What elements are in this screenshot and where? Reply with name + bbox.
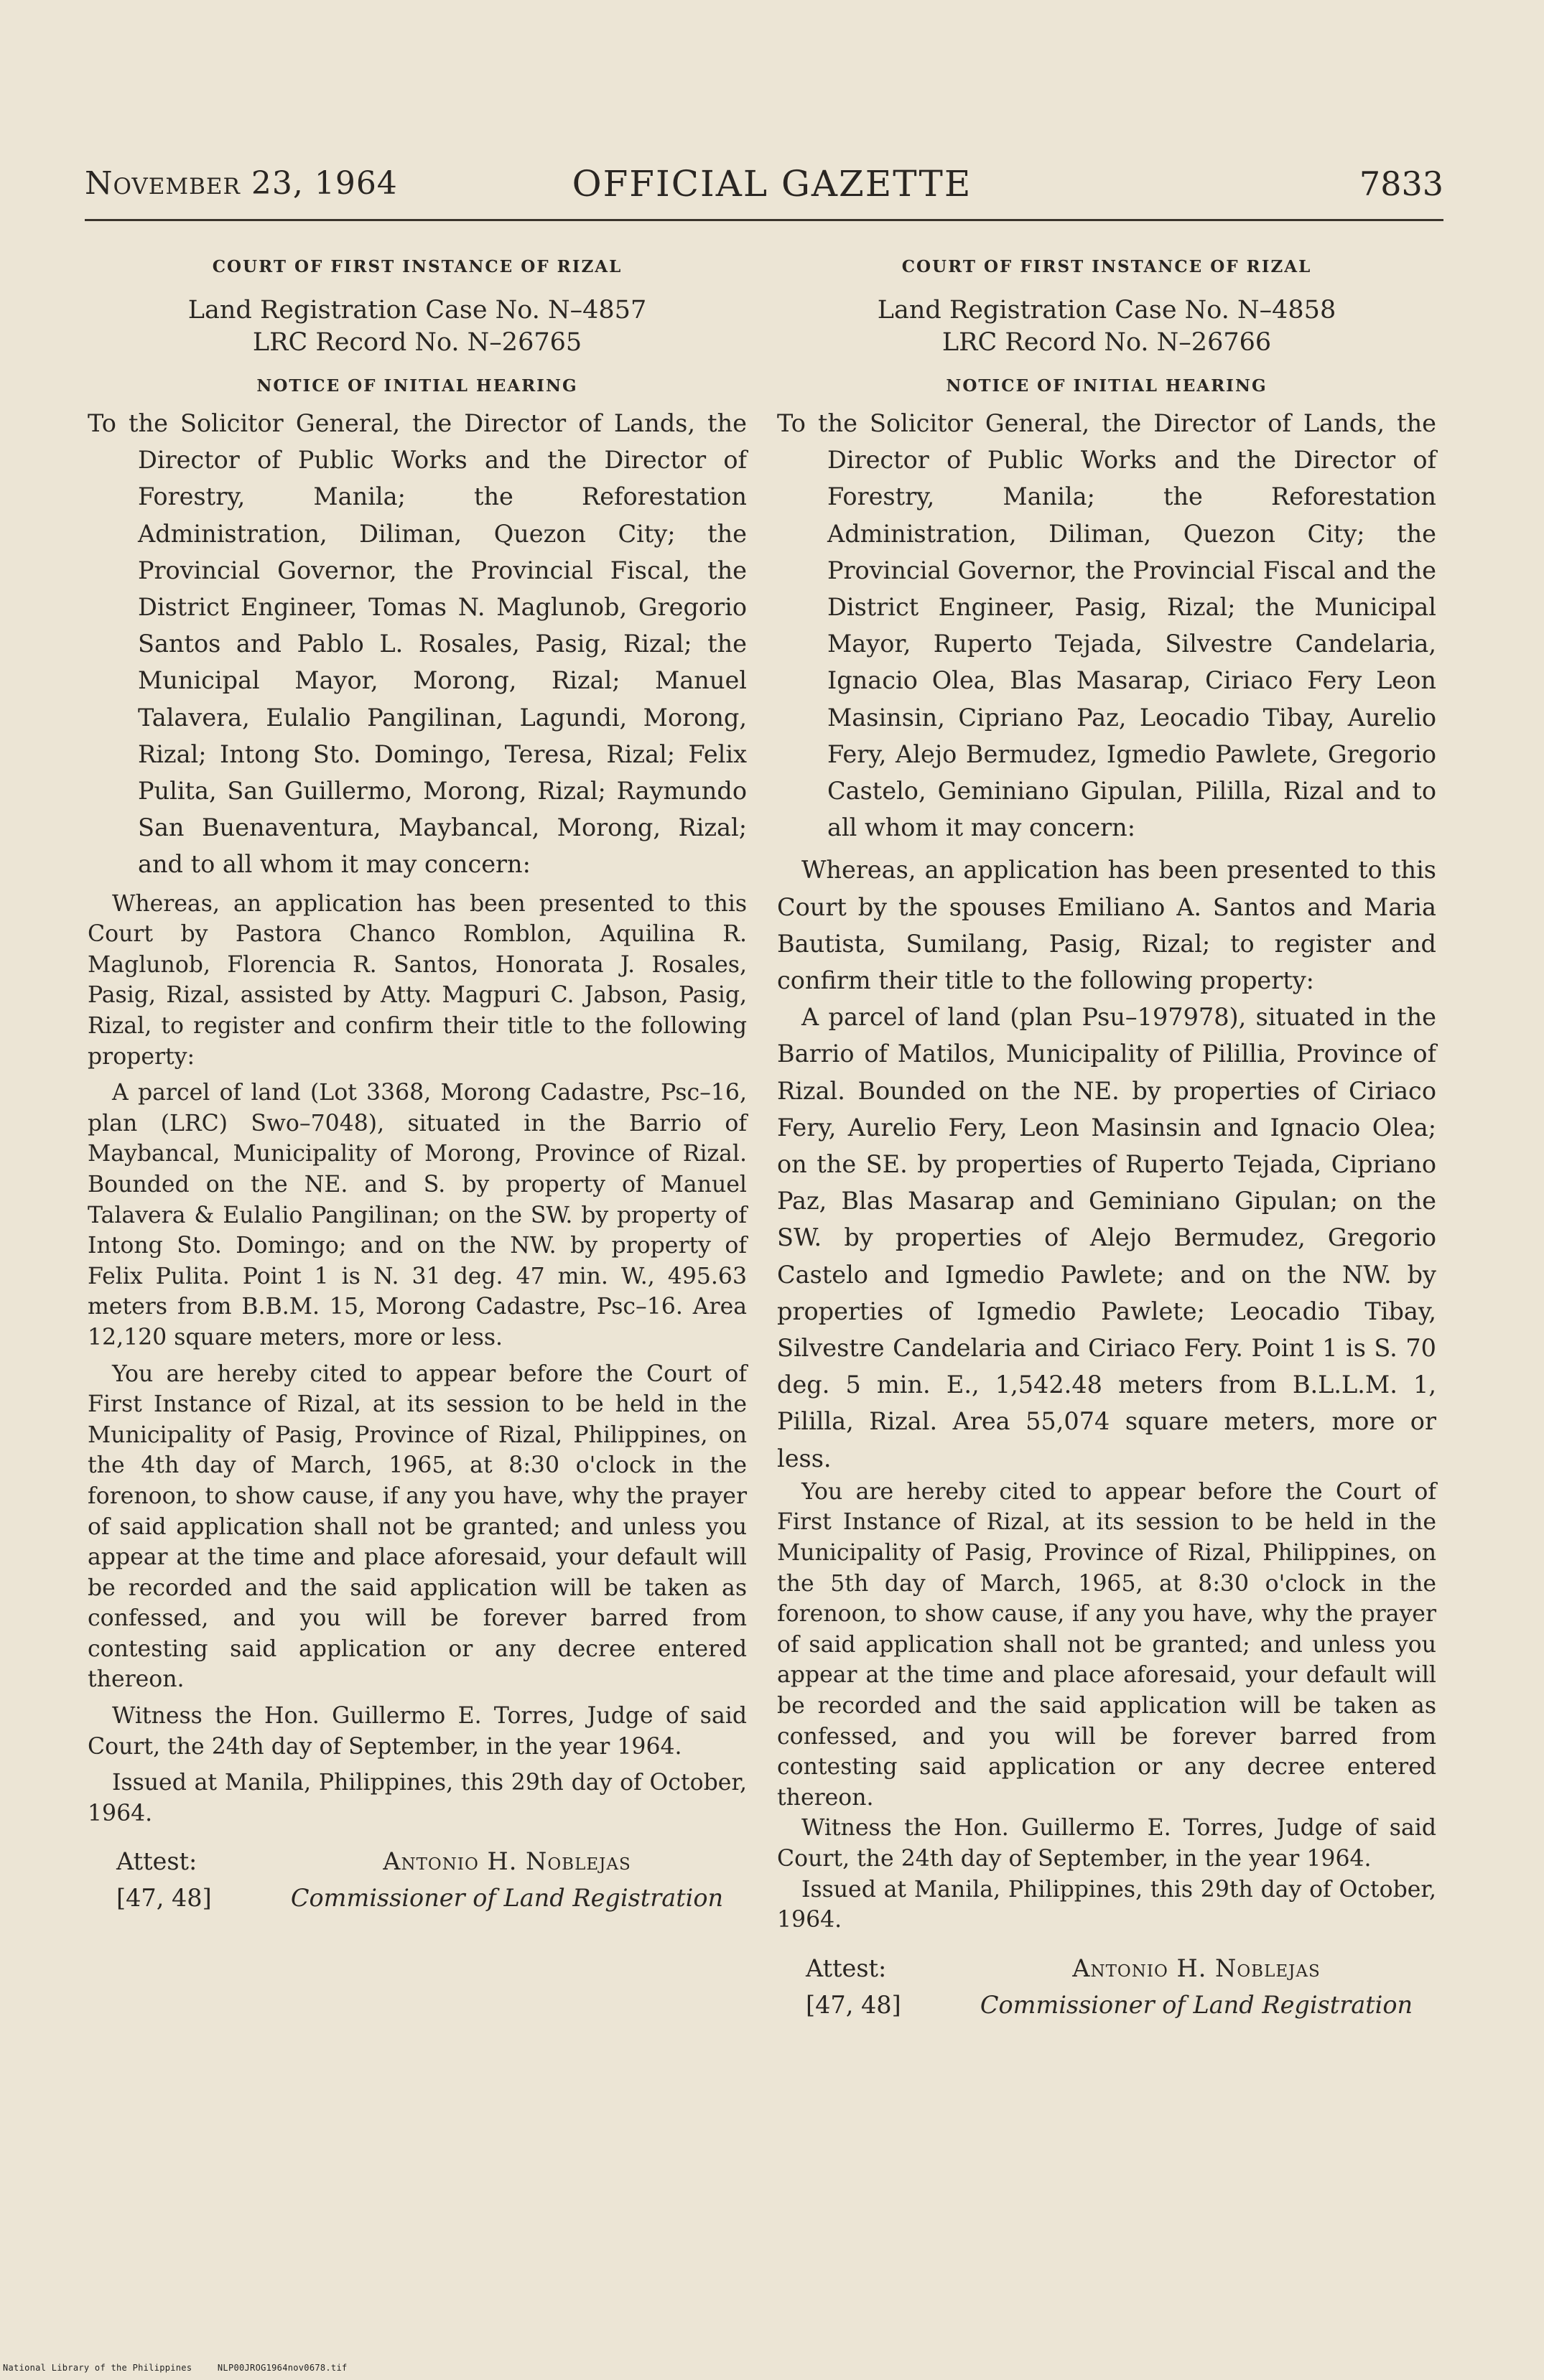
signer-name: Antonio H. Noblejas [383, 1847, 631, 1876]
scan-footer [3, 2363, 368, 2373]
signature-block [777, 1950, 1436, 2023]
header-rule [85, 219, 1443, 221]
record-number: LRC Record No. N–26766 [941, 328, 1272, 357]
header-date: November 23, 1964 [85, 165, 398, 202]
footer-file: NLP00JROG1964nov0678.tif [217, 2363, 348, 2373]
whereas-paragraph: Whereas, an application has been presented to this Court by Pastora Chanco Romblon, Aquilina R. Maglunob, Florencia R. Santos, Honorata J. Rosales, Pasig, Rizal, assisted by Atty. Magpuri C. Jabson, Pasig, Rizal, to register and confirm their title to the following property: [88, 890, 747, 1070]
case-number: Land Registration Case No. N–4858 [877, 296, 1336, 325]
cited-paragraph: You are hereby cited to appear before the Court of First Instance of Rizal, at its session to be held in the Municipality of Pasig, Province of Rizal, Philippines, on the 5th day of March, 1965, at 8:30 o'clock in the forenoon, to show cause, if any you have, why the prayer of said application shall not be granted; and unless you appear at the time and place aforesaid, your default will be recorded and the said application will be taken as confessed, and you will be forever barred from contesting said application or any decree entered thereon. [777, 1478, 1436, 1811]
header-title: OFFICIAL GAZETTE [572, 163, 972, 205]
issued-paragraph: Issued at Manila, Philippines, this 29th day of October, 1964. [777, 1876, 1436, 1933]
page-header [0, 0, 1544, 230]
witness-paragraph: Witness the Hon. Guillermo E. Torres, Judge of said Court, the 24th day of September, in the year 1964. [88, 1703, 747, 1760]
parcel-paragraph: A parcel of land (Lot 3368, Morong Cadastre, Psc–16, plan (LRC) Swo–7048), situated in the Barrio of Maybancal, Municipality of Morong, Province of Rizal. Bounded on the NE. and S. by property of Manuel Talavera & Eulalio Pangilinan; on the SW. by property of Intong Sto. Domingo; and on the NW. by property of Felix Pulita. Point 1 is N. 31 deg. 47 min. W., 495.63 meters from B.B.M. 15, Morong Cadastre, Psc–16. Area 12,120 square meters, more or less. [88, 1080, 747, 1350]
notice-column-left [88, 253, 747, 1916]
record-number: LRC Record No. N–26765 [252, 328, 582, 357]
address-paragraph: To the Solicitor General, the Director of Lands, the Director of Public Works and the Director of Forestry, Manila; the Reforestation Administration, Diliman, Quezon City; the Provincial Governor, the Provincial Fiscal and the District Engineer, Pasig, Rizal; the Municipal Mayor, Ruperto Tejada, Silvestre Candelaria, Ignacio Olea, Blas Masarap, Ciriaco Fery Leon Masinsin, Cipriano Paz, Leocadio Tibay, Aurelio Fery, Alejo Bermudez, Igmedio Pawlete, Gregorio Castelo, Geminiano Gipulan, Pililla, Rizal and to all whom it may concern: [777, 409, 1436, 842]
case-number: Land Registration Case No. N–4857 [187, 296, 647, 325]
signer-title: Commissioner of Land Registration [290, 1884, 724, 1913]
footer-library: National Library of the Philippines [3, 2363, 192, 2373]
cited-paragraph: You are hereby cited to appear before the Court of First Instance of Rizal, at its session to be held in the Municipality of Pasig, Province of Rizal, Philippines, on the 4th day of March, 1965, at 8:30 o'clock in the forenoon, to show cause, if any you have, why the prayer of said application shall not be granted; and unless you appear at the time and place aforesaid, your default will be recorded and the said application will be taken as confessed, and you will be forever barred from contesting said application or any decree entered thereon. [88, 1361, 747, 1693]
signer-title: Commissioner of Land Registration [980, 1990, 1413, 2019]
signer-name: Antonio H. Noblejas [1072, 1954, 1321, 1982]
notice-column-right [777, 253, 1436, 2023]
issued-paragraph: Issued at Manila, Philippines, this 29th day of October, 1964. [88, 1770, 747, 1826]
attest-label: Attest: [116, 1847, 197, 1876]
notice-heading: NOTICE OF INITIAL HEARING [256, 376, 578, 396]
court-heading: COURT OF FIRST INSTANCE OF RIZAL [901, 257, 1312, 276]
attest-label: Attest: [806, 1954, 887, 1982]
court-heading: COURT OF FIRST INSTANCE OF RIZAL [212, 257, 623, 276]
notice-heading: NOTICE OF INITIAL HEARING [946, 376, 1268, 396]
witness-paragraph: Witness the Hon. Guillermo E. Torres, Judge of said Court, the 24th day of September, in the year 1964. [777, 1815, 1436, 1872]
issue-reference: [47, 48] [116, 1884, 212, 1913]
issue-reference: [47, 48] [806, 1990, 901, 2019]
address-paragraph: To the Solicitor General, the Director of Lands, the Director of Public Works and the Director of Forestry, Manila; the Reforestation Administration, Diliman, Quezon City; the Provincial Governor, the Provincial Fiscal, the District Engineer, Tomas N. Maglunob, Gregorio Santos and Pablo L. Rosales, Pasig, Rizal; the Municipal Mayor, Morong, Rizal; Manuel Talavera, Eulalio Pangilinan, Lagundi, Morong, Rizal; Intong Sto. Domingo, Teresa, Rizal; Felix Pulita, San Guillermo, Morong, Rizal; Raymundo San Buenaventura, Maybancal, Morong, Rizal; and to all whom it may concern: [88, 409, 747, 879]
parcel-paragraph: A parcel of land (plan Psu–197978), situated in the Barrio of Matilos, Municipality of Pilillia, Province of Rizal. Bounded on the NE. by properties of Ciriaco Fery, Aurelio Fery, Leon Masinsin and Ignacio Olea; on the SE. by properties of Ruperto Tejada, Cipriano Paz, Blas Masarap and Geminiano Gipulan; on the SW. by properties of Alejo Bermudez, Gregorio Castelo and Igmedio Pawlete; and on the NW. by properties of Igmedio Pawlete; Leocadio Tibay, Silvestre Candelaria and Ciriaco Fery. Point 1 is S. 70 deg. 5 min. E., 1,542.48 meters from B.L.L.M. 1, Pililla, Rizal. Area 55,074 square meters, more or less. [777, 1003, 1436, 1473]
header-page-number: 7833 [1359, 164, 1443, 203]
signature-block [88, 1843, 747, 1916]
whereas-paragraph: Whereas, an application has been presented to this Court by the spouses Emiliano A. Santos and Maria Bautista, Sumilang, Pasig, Rizal; to register and confirm their title to the following property: [777, 856, 1436, 995]
